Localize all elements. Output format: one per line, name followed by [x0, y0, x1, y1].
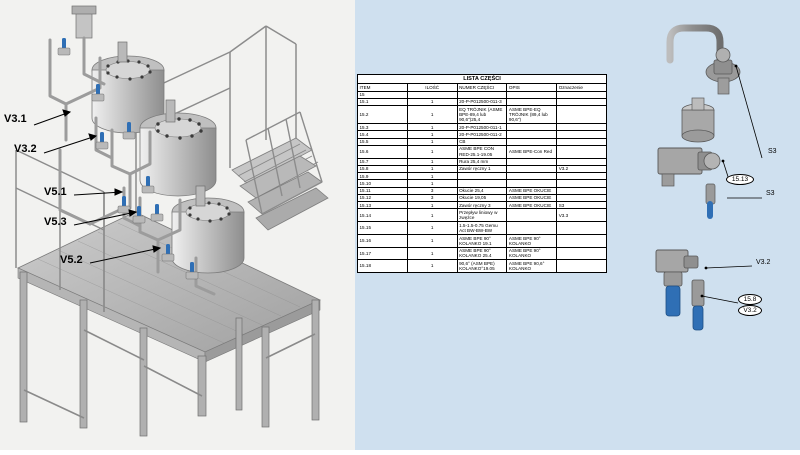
table-title-row [358, 75, 607, 84]
balloon-15-8[interactable]: 15.8 [738, 294, 762, 305]
column-header-number: NUMER CZĘŚCI [457, 84, 507, 91]
column-header-qty: ILOŚĆ [407, 84, 457, 91]
cell-qty: 1 [407, 222, 457, 235]
table-row[interactable] [358, 158, 607, 165]
cell-qty: 1 [407, 138, 457, 145]
cell-desc [507, 209, 557, 222]
table-row[interactable] [358, 91, 607, 98]
table-row[interactable] [358, 202, 607, 209]
table-row[interactable] [358, 138, 607, 145]
cell-mark [557, 131, 607, 138]
cell-number: ASME BPE CON RED-25.1-19.05 [457, 145, 507, 158]
cell-number [457, 173, 507, 180]
parts-list-table [357, 74, 607, 273]
cell-number: Okucie 19,05 [457, 194, 507, 201]
cell-mark [557, 222, 607, 235]
cell-number: EQ TRÓJNIK (ASME BPE-89,4 lub 90,6")25,4 [457, 106, 507, 124]
cell-number: ASME BPE 90° KOLANKO 25.4 [457, 247, 507, 260]
cell-item: 15.1 [358, 98, 408, 105]
cell-qty: 1 [407, 260, 457, 273]
cell-mark [557, 187, 607, 194]
cell-desc [507, 158, 557, 165]
cell-number: Okucie 25,4 [457, 187, 507, 194]
cell-qty: 1 [407, 173, 457, 180]
cell-number: 90,6° (ASM BPE) KOLANKO°19.05 [457, 260, 507, 273]
cell-number: Zawór ręczny 3 [457, 202, 507, 209]
cell-number: ASME BPE 90° KOLANKO 19.1 [457, 235, 507, 248]
cell-desc: ASME BPE 90,6° KOLANKO [507, 260, 557, 273]
sketch-svg [610, 0, 800, 450]
table-row[interactable] [358, 124, 607, 131]
cell-qty: 1 [407, 209, 457, 222]
table-row[interactable] [358, 247, 607, 260]
cell-mark [557, 106, 607, 124]
table-row[interactable] [358, 194, 607, 201]
cell-item: 15.13 [358, 202, 408, 209]
table-row[interactable] [358, 173, 607, 180]
cell-desc: ASME BPE 90° KOLANKO [507, 235, 557, 248]
cell-qty: 1 [407, 247, 457, 260]
cell-desc [507, 98, 557, 105]
table-row[interactable] [358, 187, 607, 194]
cell-desc: ASME BPE-EQ TRÓJNIK (89,4 lub 90,6") [507, 106, 557, 124]
cell-number: CB [457, 138, 507, 145]
cell-number: Zawór ręczny 1 [457, 165, 507, 172]
table-row[interactable] [358, 106, 607, 124]
table-title: LISTA CZĘŚCI [358, 75, 607, 84]
cell-qty: 1 [407, 165, 457, 172]
actuator-valve-top [706, 48, 740, 94]
cell-mark [557, 91, 607, 98]
cell-qty: 1 [407, 98, 457, 105]
cell-mark [557, 194, 607, 201]
sketch-label-v3-2: V3.2 [756, 259, 771, 266]
cell-item: 15.18 [358, 260, 408, 273]
table-row[interactable] [358, 180, 607, 187]
cell-mark [557, 260, 607, 273]
cell-mark [557, 138, 607, 145]
cell-number [457, 91, 507, 98]
cell-mark [557, 98, 607, 105]
cell-qty: 1 [407, 124, 457, 131]
table-row[interactable] [358, 260, 607, 273]
balloon-15-13[interactable]: 15.13 [726, 174, 754, 185]
cell-item: 15.11 [358, 187, 408, 194]
cell-desc: ASME BPE OKUCIE [507, 194, 557, 201]
cell-qty: 1 [407, 145, 457, 158]
column-header-mark: Oznaczenie [557, 84, 607, 91]
cell-item: 15.2 [358, 106, 408, 124]
cell-desc [507, 173, 557, 180]
cell-mark: S3 [557, 202, 607, 209]
cell-number: 20-P-P012500-011-1 [457, 124, 507, 131]
cell-qty [407, 91, 457, 98]
cell-qty: 1 [407, 131, 457, 138]
cell-item: 15.5 [358, 138, 408, 145]
cell-number: 1.5-1.5-0.75 Gemu Act BW-BW-BW [457, 222, 507, 235]
cell-mark [557, 235, 607, 248]
cell-mark [557, 180, 607, 187]
table-row[interactable] [358, 209, 607, 222]
cell-qty: 1 [407, 158, 457, 165]
callout-v3-2: V3.2 [14, 143, 37, 155]
cell-number [457, 180, 507, 187]
callout-v5-3: V5.3 [44, 216, 67, 228]
column-header-item: ITEM [358, 84, 408, 91]
cell-desc: ASME BPE OKUCIE [507, 202, 557, 209]
cell-item: 15.3 [358, 124, 408, 131]
cell-mark: V3.3 [557, 209, 607, 222]
cell-qty: 1 [407, 202, 457, 209]
cell-item: 15.6 [358, 145, 408, 158]
cell-item: 15.16 [358, 235, 408, 248]
cell-number: 20-P-P012500-011-3 [457, 98, 507, 105]
cell-mark [557, 247, 607, 260]
table-row[interactable] [358, 165, 607, 172]
assembly-3d-render [0, 0, 355, 450]
cell-desc: ASME BPE OKUCIE [507, 187, 557, 194]
cell-qty: 1 [407, 235, 457, 248]
cell-item: 15.10 [358, 180, 408, 187]
cell-desc [507, 131, 557, 138]
cell-item: 15 [358, 91, 408, 98]
table-row[interactable] [358, 222, 607, 235]
cell-desc [507, 138, 557, 145]
cell-item: 15.15 [358, 222, 408, 235]
column-header-desc: OPIS [507, 84, 557, 91]
cell-item: 15.4 [358, 131, 408, 138]
cell-item: 15.8 [358, 165, 408, 172]
callout-v5-2: V5.2 [60, 254, 83, 266]
cell-number: Rura 25,4 mm [457, 158, 507, 165]
sketch-label-s3-lower: S3 [766, 190, 775, 197]
cell-item: 15.17 [358, 247, 408, 260]
cell-desc [507, 180, 557, 187]
cell-desc [507, 124, 557, 131]
table-row[interactable] [358, 131, 607, 138]
table-row[interactable] [358, 235, 607, 248]
callout-v3-1: V3.1 [4, 113, 27, 125]
vessel-3 [172, 198, 244, 273]
cell-mark [557, 158, 607, 165]
diaphragm-actuator [682, 98, 714, 142]
cell-item: 15.12 [358, 194, 408, 201]
cell-qty: 1 [407, 106, 457, 124]
cell-desc: ASME BPE 90° KOLANKO [507, 247, 557, 260]
cell-desc [507, 222, 557, 235]
cell-mark [557, 173, 607, 180]
cell-mark [557, 124, 607, 131]
cell-desc: ASME BPE-Con Red [507, 145, 557, 158]
balloon-v3-2[interactable]: V3.2 [738, 305, 762, 316]
table-header-row [358, 84, 607, 91]
branch-pipe [688, 186, 702, 261]
cell-mark [557, 145, 607, 158]
cell-qty: 3 [407, 187, 457, 194]
cell-item: 15.14 [358, 209, 408, 222]
table-row[interactable] [358, 98, 607, 105]
table-row[interactable] [358, 145, 607, 158]
cell-item: 15.7 [358, 158, 408, 165]
cell-qty: 3 [407, 194, 457, 201]
piping-detail-sketch [610, 0, 800, 450]
cell-mark: V3.2 [557, 165, 607, 172]
cell-item: 15.9 [358, 173, 408, 180]
cell-desc [507, 165, 557, 172]
callout-v5-1: V5.1 [44, 186, 67, 198]
parts-list-and-sketch-panel [355, 0, 800, 450]
sketch-label-s3-top: S3 [768, 148, 777, 155]
cell-number: 20-P-P012500-011-2 [457, 131, 507, 138]
cell-qty: 1 [407, 180, 457, 187]
cell-desc [507, 91, 557, 98]
cell-number: Przepływ liniowy w zwężce [457, 209, 507, 222]
